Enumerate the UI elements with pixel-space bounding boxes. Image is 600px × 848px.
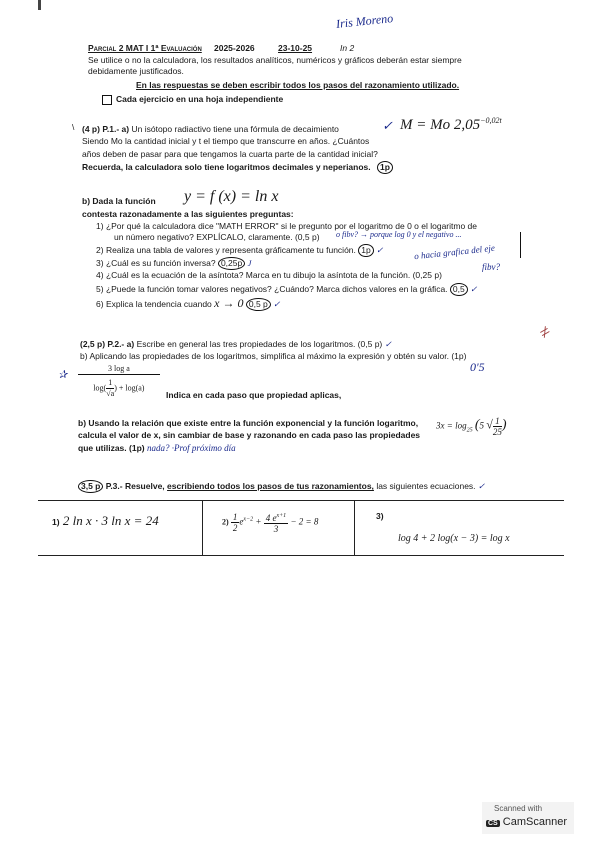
p3-rest: las siguientes ecuaciones. (376, 481, 476, 491)
camscanner-row (486, 816, 567, 828)
q6-math: x → 0 (214, 296, 244, 310)
p2-c-formula: $3x = \log_{25} (5$ √ $\frac{1}{25}$ ) (436, 416, 507, 437)
sheet-note: Cada ejercicio en una hoja independiente (116, 94, 284, 104)
p1-intro-row (82, 124, 339, 134)
eq2-number: 2) (222, 517, 229, 527)
p2-label: P.2.- a) (107, 339, 135, 349)
q3-row (96, 257, 251, 270)
eq2-row: 2) $\frac{1}{2}$ $e^{x-2}$ + $\frac{4 e^{x+1}}{3}$ − 2 = 8 (222, 512, 319, 534)
q1-text: ¿Por qué la calculadora dice "MATH ERROR" si le pregunto por el logaritmo de 0 o el logaritmo de (105, 221, 478, 231)
q1-handwritten: o fibv? → porque log 0 y el negativo ... (336, 230, 462, 239)
q1-number: 1) (96, 221, 104, 231)
p2-a-row (80, 339, 392, 350)
graph-sketch-icon (520, 232, 535, 258)
p2-b-note: Indica en cada paso que propiedad aplicas, (166, 390, 342, 400)
q2-handwritten: o hacia grafica del eje (413, 242, 496, 262)
p2-c-line3-row (78, 443, 236, 453)
q5-check: ✓ (470, 284, 478, 294)
p1-check-mark: ✓ (382, 118, 393, 133)
p1-tick-mark: \ (72, 122, 75, 132)
eq2-a-exp: x−2 (243, 516, 254, 523)
p2-den-inner (106, 378, 114, 399)
exam-year: 2025-2026 (214, 43, 255, 53)
q6-text: Explica la tendencia cuando (105, 299, 212, 309)
q2-check: ✓ (376, 245, 384, 255)
p1b-label: b) Dada la función (82, 196, 156, 206)
p2-c-line3: que utilizas. (1p) (78, 443, 145, 453)
eq2-a-den: 2 (232, 523, 238, 533)
q1-row2 (114, 232, 320, 242)
eq2-b-num-wrap (264, 511, 288, 524)
q4-text: ¿Cuál es la ecuación de la asíntota? Marca en tu dibujo la asíntota de la función. (0,25 p) (105, 270, 442, 280)
sheet-note-row (102, 94, 283, 105)
eq2-a-num: 1 (232, 512, 238, 522)
p1-line4-points: 1p (377, 161, 393, 174)
eq3-cell (354, 501, 564, 555)
q3-text: ¿Cuál es su función inversa? (105, 258, 216, 268)
p1-points: (4 p) (82, 124, 100, 134)
p3-label: P.3.- Resuelve, (105, 481, 165, 491)
p2-den-right: + log(a) (118, 383, 145, 393)
eq1-row (52, 513, 159, 529)
equations-table (38, 500, 564, 556)
p2-frac-den: log( $\frac{1}{√a}$ ) + log(a) (93, 378, 145, 398)
scan-mark (38, 0, 41, 10)
p1-formula (400, 116, 502, 134)
p1b-formula: y = f (x) = ln x (184, 188, 279, 205)
p2-score: 0'5 (470, 360, 485, 374)
eq2-rest: − 2 = 8 (290, 516, 319, 527)
p1-line4: Recuerda, la calculadora solo tiene logaritmos decimales y neperianos. (82, 162, 371, 172)
q2-text: Realiza una tabla de valores y representa gráficamente tu función. (105, 245, 356, 255)
q2-points: 1p (358, 244, 373, 257)
q4-row (96, 270, 442, 280)
p2-frac-num: 3 log a (78, 364, 160, 375)
p1-formula-base: M = Mo 2,05 (400, 117, 481, 133)
instructions-line2: debidamente justificados. (88, 66, 184, 76)
q3-number: 3) (96, 258, 104, 268)
p1b-intro: contesta razonadamente a las siguientes preguntas: (82, 209, 294, 219)
q6-check: ✓ (273, 299, 281, 309)
p1-line4-row (82, 161, 393, 174)
p3-points: 3,5 p (78, 480, 103, 493)
p1-line3: años deben de pasar para que tengamos la cuarta parte de la cantidad inicial? (82, 149, 378, 159)
q6-points: 0,5 p (246, 298, 271, 311)
eq1-text: 2 ln x · 3 ln x = 24 (62, 513, 159, 528)
exam-title: Parcial 2 MAT I 1ª Evaluación (88, 43, 202, 53)
eq2-b-num: 4 e (265, 513, 277, 523)
exam-group: In 2 (340, 43, 355, 53)
p2-main-fraction (78, 364, 160, 399)
p2-den-log: log (93, 383, 104, 393)
exam-date: 23-10-25 (278, 43, 313, 53)
student-name: Iris Moreno (335, 11, 394, 31)
scanned-with-text: Scanned with (494, 804, 543, 813)
p2-c-formula-base: 25 (466, 427, 473, 434)
p3-check: ✓ (477, 481, 486, 491)
p2-c-frac-den: 25 (492, 427, 502, 437)
q6-number: 6) (96, 299, 104, 309)
instructions-line1: Se utilice o no la calculadora, los resultados analíticos, numéricos y gráficos deberán estar siempre (88, 55, 462, 65)
q1-text-cont: un número negativo? EXPLÍCALO, claramente. (0,5 p) (114, 232, 320, 242)
p2-c-formula-log: 3x = log (436, 420, 467, 431)
q5-handwritten: fibv? (482, 262, 500, 272)
p2-star-mark: ✰ (58, 369, 68, 381)
checkbox-icon (102, 95, 112, 105)
q3-points: 0,25p (218, 257, 245, 270)
p1-formula-exp: −0,02t (480, 116, 502, 125)
q5-points: 0,5 (450, 283, 468, 296)
eq3-text: log 4 + 2 log(x − 3) = log x (398, 533, 510, 544)
p3-row (78, 480, 485, 493)
eq2-frac-a (231, 512, 240, 533)
p1-line2: Siendo Mo la cantidad inicial y t el tiempo que transcurre en años. ¿Cuántos (82, 136, 370, 146)
q4-number: 4) (96, 270, 104, 280)
p2-a-text: Escribe en general las tres propiedades de los logaritmos. (0,5 p) (136, 339, 383, 349)
eq2-b-den: 3 (273, 524, 279, 534)
p1-intro: Un isótopo radiactivo tiene una fórmula de decaimiento (131, 124, 339, 134)
scanner-watermark (482, 802, 574, 834)
p2-fraction (78, 364, 160, 399)
q2-number: 2) (96, 245, 104, 255)
steps-note: En las respuestas se deben escribir todos los pasos del razonamiento utilizado. (136, 80, 460, 90)
p2-c-formula-frac (493, 416, 502, 437)
eq1-cell (38, 501, 203, 555)
p3-underlined: escribiendo todos los pasos de tus razonamientos, (167, 481, 374, 491)
q3-check: J (247, 258, 252, 268)
margin-scribble: ≠ (535, 320, 554, 344)
p2-a-check: ✓ (384, 339, 392, 349)
p2-c-frac-num: 1 (495, 416, 500, 426)
p2-c-line1: b) Usando la relación que existe entre la función exponencial y la función logaritmo, (78, 418, 419, 428)
p2-c-formula-inner: 5 (479, 420, 484, 431)
p1-label: P.1.- a) (102, 124, 130, 134)
q2-row (96, 244, 383, 257)
p2-den-inner-num: 1 (108, 378, 113, 387)
p2-c-line2: calcula el valor de x, sin cambiar de base y razonando en cada paso las propiedades (78, 430, 421, 440)
eq1-number: 1) (52, 517, 60, 527)
p2-c-handwritten: nada? ·Prof próximo día (146, 443, 236, 453)
eq2-b-exp: x+1 (276, 513, 287, 519)
q5-text: ¿Puede la función tomar valores negativos? ¿Cuándo? Marca dichos valores en la gráfica. (105, 284, 448, 294)
q5-number: 5) (96, 284, 104, 294)
eq3-number: 3) (376, 511, 384, 521)
p2-points: (2,5 p) (80, 339, 106, 349)
eq2-frac-b (264, 511, 288, 534)
camscanner-text: CamScanner (502, 816, 567, 828)
eq2-cell (202, 501, 355, 555)
camscanner-logo-icon: CS (488, 820, 498, 827)
q5-row (96, 283, 477, 296)
p2-den-inner-den: √a (106, 389, 115, 398)
q6-row (96, 296, 280, 311)
p2-b-text: b) Aplicando las propiedades de los logaritmos, simplifica al máximo la expresión y obtén su valor. (1p) (80, 351, 467, 361)
